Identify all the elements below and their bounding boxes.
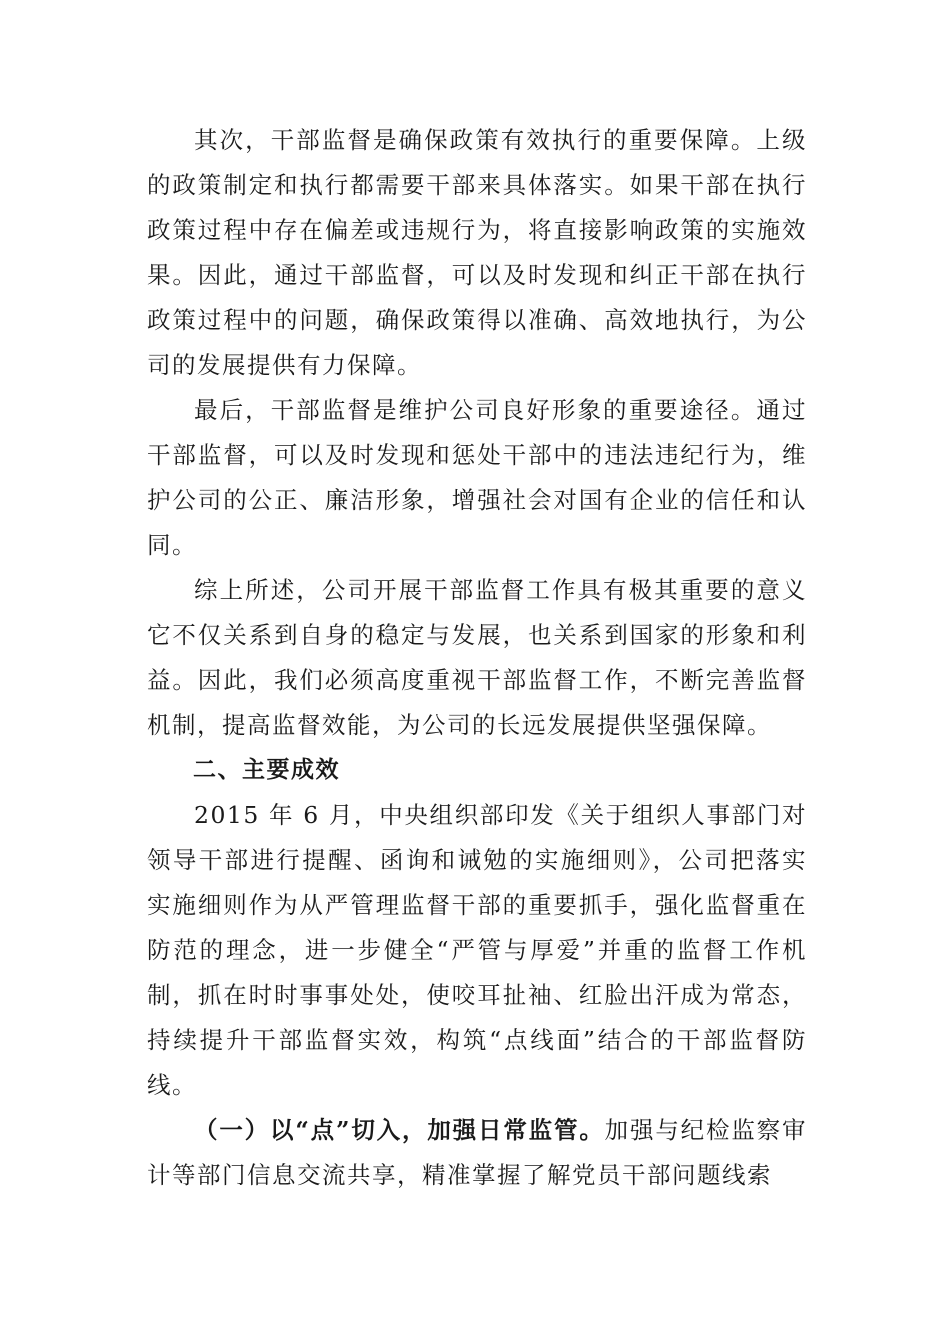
paragraph-summary: 综上所述，公司开展干部监督工作具有极其重要的意义它不仅关系到自身的稳定与发展，也关系到国家的形象和利益。因此，我们必须高度重视干部监督工作，不断完善监督机制，提高监督效能，为公司的长远发展提供坚强保障。 (147, 576, 807, 739)
paragraph-policy-execution: 其次，干部监督是确保政策有效执行的重要保障。上级的政策制定和执行都需要干部来具体落实。如果干部在执行政策过程中存在偏差或违规行为，将直接影响政策的实施效果。因此，通过干部监督，可以及时发现和纠正干部在执行政策过程中的问题，确保政策得以准确、高效地执行，为公司的发展提供有力保障。 (147, 126, 807, 379)
subsection-text: 加强与纪检监察审计等部门信息交流共享，精准掌握了解党员干部问题线索 (147, 1116, 807, 1189)
paragraph-company-image: 最后，干部监督是维护公司良好形象的重要途径。通过干部监督，可以及时发现和惩处干部中的违法违纪行为，维护公司的公正、廉洁形象，增强社会对国有企业的信任和认同。 (147, 396, 807, 559)
paragraph-main-results: 2015 年 6 月，中央组织部印发《关于组织人事部门对领导干部进行提醒、函询和诫勉的实施细则》，公司把落实实施细则作为从严管理监督干部的重要抓手，强化监督重在防范的理念，进一步健全“严管与厚爱”并重的监督工作机制，抓在时时事事处处，使咬耳扯袖、红脸出汗成为常态，持续提升干部监督实效，构筑“点线面”结合的干部监督防线。 (147, 801, 807, 1099)
section-heading-main-results: 二、主要成效 (193, 757, 340, 783)
subsection-daily-supervision (147, 1108, 807, 1198)
subsection-lead: （一）以“点”切入，加强日常监管。 (194, 1116, 605, 1144)
document-body (147, 118, 807, 1198)
